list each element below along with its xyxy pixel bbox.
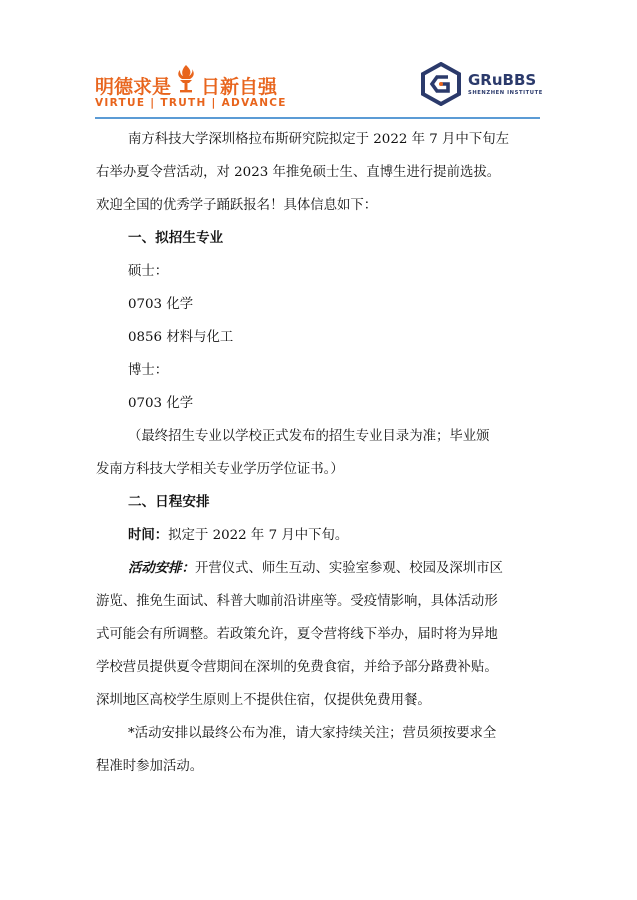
logo-subtext: SHENZHEN INSTITUTE xyxy=(468,90,543,96)
section-heading-schedule: 二、日程安排 xyxy=(128,494,210,510)
footnote-line: *活动安排以最终公布为准，请大家持续关注；营员须按要求全 xyxy=(128,726,497,741)
footnote-paragraph xyxy=(96,717,542,783)
activity-line: 开营仪式、师生互动、实验室参观、校园及深圳市区 xyxy=(194,561,503,576)
motto-chinese xyxy=(95,70,277,100)
intro-line: 南方科技大学深圳格拉布斯研究院拟定于 2022 年 7 月中下旬左 xyxy=(128,132,509,147)
activity-label: 活动安排： xyxy=(128,561,195,576)
activity-line: 游览、推免生面试、科普大咖前沿讲座等。受疫情影响，具体活动形 xyxy=(96,594,498,609)
footnote-line: 程准时参加活动。 xyxy=(96,759,204,774)
activity-line: 式可能会有所调整。若政策允许，夏令营将线下举办，届时将为异地 xyxy=(96,627,498,642)
logo-text: GRuBBS xyxy=(468,71,537,89)
time-label: 时间： xyxy=(128,528,169,543)
phd-label: 博士： xyxy=(128,363,169,378)
major-item: 0703 化学 xyxy=(128,396,194,411)
grubbs-hexagon-icon xyxy=(420,62,462,106)
note-line: （最终招生专业以学校正式发布的招生专业目录为准；毕业颁 xyxy=(128,429,490,444)
activity-line: 学校营员提供夏令营期间在深圳的免费食宿，并给予部分路费补贴。 xyxy=(96,660,498,675)
torch-icon xyxy=(175,64,197,94)
note-line: 发南方科技大学相关专业学历学位证书。） xyxy=(96,462,344,477)
intro-paragraph xyxy=(96,123,542,222)
intro-line: 欢迎全国的优秀学子踊跃报名！具体信息如下： xyxy=(96,198,378,213)
document-body xyxy=(96,123,542,783)
motto-left-text: 明德求是 xyxy=(95,75,172,98)
header-divider xyxy=(95,117,540,119)
grubbs-logo xyxy=(420,62,543,108)
major-item: 0703 化学 xyxy=(128,297,194,312)
motto-english: VIRTUE | TRUTH | ADVANCE xyxy=(95,97,287,109)
activity-paragraph xyxy=(96,552,542,717)
letterhead xyxy=(95,52,543,118)
major-item: 0856 材料与化工 xyxy=(128,330,234,345)
time-value: 拟定于 2022 年 7 月中下旬。 xyxy=(168,528,349,543)
intro-line: 右举办夏令营活动，对 2023 年推免硕士生、直博生进行提前选拔。 xyxy=(96,165,501,180)
masters-label: 硕士： xyxy=(128,264,169,279)
activity-line: 深圳地区高校学生原则上不提供住宿，仅提供免费用餐。 xyxy=(96,693,431,708)
time-paragraph xyxy=(96,519,542,552)
motto-right-text: 日新自强 xyxy=(201,75,278,98)
section-heading-majors: 一、拟招生专业 xyxy=(128,230,224,246)
majors-note xyxy=(96,420,542,486)
